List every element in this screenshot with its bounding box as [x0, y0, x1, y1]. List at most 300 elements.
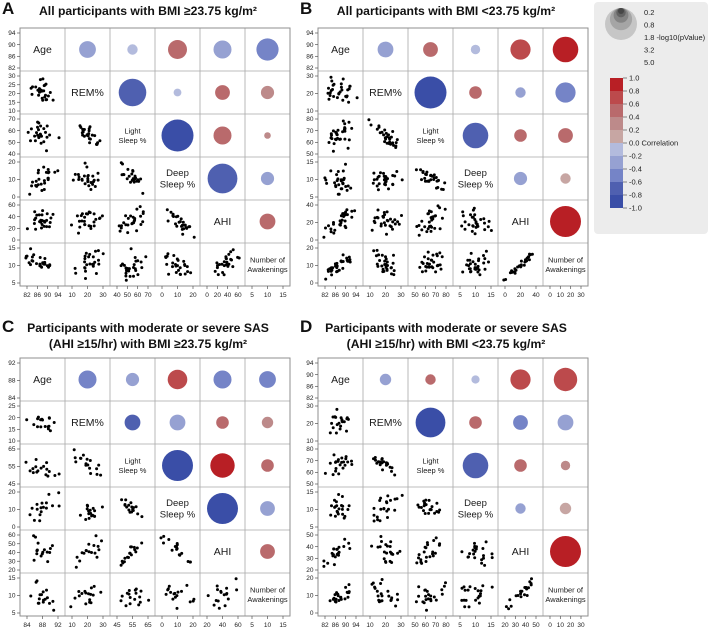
svg-text:10: 10	[68, 622, 76, 629]
size-legend-labels	[644, 8, 706, 67]
corr-bubble-D-REM%-vs-Light Sleep %	[416, 408, 446, 438]
svg-text:60: 60	[421, 292, 429, 299]
colorbar	[610, 78, 623, 208]
svg-text:10: 10	[8, 108, 16, 116]
corr-bubble-B-Light Sleep %-vs-Number of Awakenings	[558, 128, 573, 143]
panel-c-header	[0, 318, 296, 354]
svg-text:30: 30	[99, 292, 107, 299]
svg-text:REM%: REM%	[369, 417, 402, 430]
svg-text:3.2: 3.2	[644, 45, 655, 55]
panel-c-title-line1: Participants with moderate or severe SAS	[27, 321, 269, 335]
svg-text:60: 60	[306, 139, 314, 147]
panel-a-matrix	[0, 24, 296, 312]
corr-bubble-B-Age-vs-Light Sleep %	[423, 42, 438, 57]
svg-text:94: 94	[352, 292, 360, 299]
svg-text:20: 20	[381, 622, 390, 629]
svg-text:-0.6: -0.6	[629, 177, 642, 187]
corr-bubble-C-Light Sleep %-vs-Deep Sleep %	[162, 450, 193, 481]
svg-text:5: 5	[11, 280, 16, 288]
diag-label-C-5	[214, 546, 232, 558]
svg-text:15: 15	[279, 292, 287, 299]
panel-a	[0, 0, 296, 312]
svg-text:86: 86	[331, 292, 339, 299]
svg-text:0: 0	[11, 237, 16, 245]
svg-text:30: 30	[306, 73, 314, 81]
svg-text:30: 30	[397, 622, 405, 629]
svg-text:0.4: 0.4	[629, 112, 640, 122]
svg-text:50: 50	[306, 151, 314, 159]
legend	[594, 2, 708, 234]
svg-text:Awakenings: Awakenings	[545, 594, 586, 604]
svg-text:80: 80	[442, 292, 450, 299]
svg-text:82: 82	[8, 65, 16, 73]
corr-bubble-B-REM%-vs-Deep Sleep %	[469, 86, 482, 99]
svg-text:84: 84	[23, 622, 31, 629]
svg-text:0: 0	[548, 292, 552, 299]
svg-text:-0.2: -0.2	[629, 151, 642, 161]
svg-text:Sleep %: Sleep %	[416, 135, 445, 145]
svg-text:10: 10	[366, 292, 374, 299]
svg-text:86: 86	[331, 622, 339, 629]
corr-bubble-A-Age-vs-Number of Awakenings	[256, 38, 278, 60]
diag-label-B-5	[512, 216, 530, 228]
svg-text:40: 40	[522, 622, 530, 629]
svg-text:50: 50	[123, 292, 131, 299]
diag-label-D-6	[545, 585, 586, 604]
corr-bubble-B-REM%-vs-AHI	[515, 87, 525, 97]
svg-text:10: 10	[263, 292, 272, 299]
svg-text:20: 20	[213, 292, 221, 299]
svg-text:AHI: AHI	[511, 546, 530, 559]
corr-bubble-A-Deep Sleep %-vs-Number of Awakenings	[261, 172, 274, 185]
svg-text:60: 60	[8, 532, 16, 540]
panel-a-title: All participants with BMI ≥23.75 kg/m²	[39, 4, 257, 18]
corr-bubble-D-Light Sleep %-vs-Deep Sleep %	[463, 453, 489, 479]
corr-bubble-D-Age-vs-Light Sleep %	[425, 374, 435, 384]
svg-text:20: 20	[306, 575, 314, 583]
svg-text:Age: Age	[33, 44, 52, 57]
svg-text:65: 65	[8, 446, 16, 454]
svg-text:84: 84	[8, 395, 16, 403]
svg-text:50: 50	[306, 532, 314, 540]
svg-text:0: 0	[309, 610, 314, 618]
svg-text:Age: Age	[331, 44, 350, 57]
corr-bubble-C-AHI-vs-Number of Awakenings	[260, 544, 275, 559]
svg-text:Sleep %: Sleep %	[457, 509, 494, 521]
svg-text:15: 15	[306, 489, 314, 497]
svg-text:0: 0	[205, 292, 209, 299]
svg-text:0: 0	[503, 292, 507, 299]
legend-canvas	[594, 2, 708, 234]
corr-bubble-D-Light Sleep %-vs-Number of Awakenings	[561, 461, 570, 470]
svg-text:5: 5	[11, 610, 16, 618]
corr-bubble-B-Light Sleep %-vs-AHI	[514, 129, 527, 142]
panel-b	[298, 0, 594, 312]
y-ticks-D	[306, 360, 318, 617]
svg-text:20: 20	[381, 292, 390, 299]
corr-bubble-B-Age-vs-REM%	[378, 42, 394, 58]
diag-label-D-2	[369, 417, 402, 429]
panel-d-title-line2: (AHI ≥15/hr) with BMI <23.75 kg/m²	[346, 337, 546, 351]
svg-text:80: 80	[306, 446, 314, 454]
corr-bubble-B-Deep Sleep %-vs-AHI	[514, 172, 527, 185]
corr-bubble-D-Deep Sleep %-vs-Number of Awakenings	[560, 503, 571, 514]
svg-text:0: 0	[309, 237, 314, 245]
x-ticks-D	[321, 616, 585, 629]
svg-text:30: 30	[306, 555, 314, 563]
svg-text:90: 90	[306, 41, 314, 49]
svg-text:94: 94	[306, 30, 314, 38]
svg-text:20: 20	[501, 622, 509, 629]
svg-text:Deep: Deep	[464, 498, 487, 510]
svg-text:94: 94	[54, 292, 62, 299]
svg-text:30: 30	[577, 622, 585, 629]
svg-text:40: 40	[306, 202, 314, 210]
svg-text:5.0: 5.0	[644, 58, 655, 67]
corr-bubble-A-REM%-vs-Light Sleep %	[119, 79, 147, 107]
corr-bubble-A-Light Sleep %-vs-AHI	[214, 127, 232, 145]
svg-text:60: 60	[234, 622, 242, 629]
corr-bubble-A-Age-vs-REM%	[79, 41, 96, 58]
svg-text:REM%: REM%	[71, 417, 104, 430]
svg-text:15: 15	[306, 159, 314, 167]
svg-text:60: 60	[421, 622, 429, 629]
svg-text:Light: Light	[422, 456, 439, 466]
svg-text:20: 20	[306, 90, 314, 98]
svg-text:0: 0	[11, 524, 16, 532]
diag-label-A-2	[71, 87, 104, 99]
svg-text:88: 88	[38, 622, 47, 629]
corr-bubble-C-REM%-vs-Light Sleep %	[125, 415, 141, 431]
svg-text:20: 20	[8, 567, 16, 575]
svg-text:10: 10	[471, 622, 480, 629]
panel-c	[0, 318, 296, 636]
corr-bubble-C-REM%-vs-Deep Sleep %	[170, 415, 186, 431]
corr-bubble-C-Light Sleep %-vs-AHI	[210, 453, 234, 477]
svg-text:25: 25	[8, 81, 16, 89]
svg-text:Number of: Number of	[249, 585, 286, 595]
svg-text:5: 5	[458, 622, 462, 629]
svg-text:55: 55	[8, 463, 16, 471]
panel-b-matrix	[298, 24, 594, 312]
svg-text:90: 90	[342, 292, 350, 299]
svg-text:5: 5	[309, 194, 314, 202]
corr-bubble-A-Light Sleep %-vs-Deep Sleep %	[162, 120, 194, 152]
svg-text:20: 20	[516, 292, 525, 299]
svg-text:55: 55	[128, 622, 137, 629]
svg-text:20: 20	[189, 292, 197, 299]
corr-bubble-D-REM%-vs-Deep Sleep %	[469, 416, 482, 429]
corr-bubble-D-Light Sleep %-vs-AHI	[514, 459, 527, 472]
corr-bubble-B-REM%-vs-Number of Awakenings	[555, 82, 575, 102]
corr-bubble-A-Age-vs-AHI	[214, 41, 232, 59]
svg-text:AHI: AHI	[213, 546, 232, 559]
svg-text:70: 70	[144, 292, 152, 299]
corr-bubble-C-Age-vs-AHI	[214, 371, 232, 389]
svg-text:10: 10	[306, 506, 314, 514]
svg-text:20: 20	[306, 567, 314, 575]
corr-bubble-B-Deep Sleep %-vs-Number of Awakenings	[560, 173, 570, 183]
svg-text:5: 5	[309, 524, 314, 532]
svg-text:15: 15	[8, 245, 16, 253]
colorbar-ticks	[623, 74, 678, 213]
panel-d-title-line1: Participants with moderate or severe SAS	[325, 321, 567, 335]
svg-text:10: 10	[471, 292, 480, 299]
y-ticks-A	[8, 30, 20, 287]
corr-bubble-B-AHI-vs-Number of Awakenings	[550, 206, 581, 237]
svg-text:50: 50	[8, 139, 16, 147]
svg-text:Sleep %: Sleep %	[118, 465, 147, 475]
svg-text:REM%: REM%	[369, 87, 402, 100]
diag-label-C-2	[71, 417, 104, 429]
svg-text:86: 86	[33, 292, 41, 299]
svg-text:60: 60	[8, 202, 16, 210]
svg-text:10: 10	[8, 176, 16, 184]
svg-text:50: 50	[411, 622, 419, 629]
diag-label-C-1	[33, 374, 52, 386]
svg-text:40: 40	[113, 292, 121, 299]
corr-bubble-B-Age-vs-AHI	[510, 39, 530, 59]
svg-text:20: 20	[83, 622, 92, 629]
svg-text:20: 20	[8, 489, 16, 497]
svg-text:-0.4: -0.4	[629, 164, 642, 174]
svg-text:15: 15	[8, 575, 16, 583]
svg-text:-0.8: -0.8	[629, 190, 642, 200]
svg-text:82: 82	[306, 65, 314, 73]
panel-d	[298, 318, 594, 636]
svg-text:1.8 -log10(pValue): 1.8 -log10(pValue)	[644, 33, 706, 42]
svg-text:15: 15	[487, 292, 495, 299]
corr-bubble-A-AHI-vs-Number of Awakenings	[260, 214, 276, 230]
svg-text:REM%: REM%	[71, 87, 104, 100]
svg-text:86: 86	[306, 383, 314, 391]
svg-text:10: 10	[306, 108, 314, 116]
svg-text:5: 5	[458, 292, 462, 299]
panel-d-matrix	[298, 354, 594, 636]
x-ticks-B	[321, 286, 585, 299]
svg-text:1.0: 1.0	[629, 73, 640, 83]
svg-text:10: 10	[173, 292, 182, 299]
corr-bubble-A-Age-vs-Light Sleep %	[127, 44, 137, 54]
svg-text:Awakenings: Awakenings	[247, 264, 288, 274]
svg-text:45: 45	[113, 622, 121, 629]
corr-bubble-D-AHI-vs-Number of Awakenings	[550, 536, 581, 567]
svg-text:82: 82	[23, 292, 31, 299]
svg-text:10: 10	[8, 592, 16, 600]
panel-a-header	[0, 0, 296, 24]
svg-text:86: 86	[8, 53, 16, 61]
svg-text:Sleep %: Sleep %	[159, 509, 196, 521]
svg-text:0.8: 0.8	[629, 86, 640, 96]
corr-bubble-D-Deep Sleep %-vs-AHI	[515, 503, 525, 513]
svg-text:25: 25	[8, 403, 16, 411]
svg-text:70: 70	[306, 457, 314, 465]
svg-text:Age: Age	[33, 374, 52, 387]
svg-text:86: 86	[306, 53, 314, 61]
svg-text:30: 30	[511, 622, 519, 629]
svg-text:Age: Age	[331, 374, 350, 387]
svg-text:Deep: Deep	[464, 168, 487, 180]
svg-text:10: 10	[8, 506, 16, 514]
panel-a-letter: A	[2, 0, 15, 18]
svg-text:40: 40	[306, 543, 314, 551]
diag-label-D-1	[331, 374, 350, 386]
x-ticks-A	[23, 286, 287, 299]
svg-text:60: 60	[306, 469, 314, 477]
panel-b-letter: B	[300, 0, 313, 18]
svg-text:20: 20	[8, 225, 16, 233]
svg-text:0: 0	[11, 194, 16, 202]
svg-text:40: 40	[8, 213, 16, 221]
svg-text:10: 10	[556, 622, 564, 629]
svg-text:82: 82	[321, 622, 329, 629]
size-legend-bubbles	[605, 8, 637, 40]
svg-text:Sleep %: Sleep %	[159, 179, 196, 191]
svg-text:Deep: Deep	[166, 168, 189, 180]
panel-c-matrix	[0, 354, 296, 636]
svg-text:-1.0: -1.0	[629, 203, 642, 213]
svg-text:10: 10	[306, 176, 314, 184]
svg-text:20: 20	[8, 159, 16, 167]
svg-text:90: 90	[44, 292, 52, 299]
svg-text:10: 10	[263, 622, 272, 629]
svg-text:82: 82	[306, 395, 314, 403]
corr-bubble-C-Age-vs-Deep Sleep %	[168, 370, 188, 390]
diag-label-A-1	[33, 44, 52, 56]
svg-text:15: 15	[279, 622, 287, 629]
corr-bubble-D-Age-vs-AHI	[510, 369, 530, 389]
svg-text:65: 65	[144, 622, 152, 629]
svg-text:Deep: Deep	[166, 498, 189, 510]
svg-text:10: 10	[306, 262, 314, 270]
svg-text:50: 50	[306, 481, 314, 489]
svg-text:10: 10	[8, 438, 16, 446]
svg-text:20: 20	[567, 622, 575, 629]
svg-text:0: 0	[309, 280, 314, 288]
svg-text:30: 30	[99, 622, 107, 629]
svg-text:70: 70	[432, 622, 440, 629]
svg-text:10: 10	[556, 292, 564, 299]
svg-text:20: 20	[567, 292, 575, 299]
svg-text:30: 30	[306, 403, 314, 411]
svg-text:Awakenings: Awakenings	[545, 264, 586, 274]
svg-text:Awakenings: Awakenings	[247, 594, 288, 604]
y-ticks-C	[8, 360, 20, 617]
svg-text:Sleep %: Sleep %	[118, 135, 147, 145]
svg-text:0: 0	[160, 622, 164, 629]
corr-bubble-C-Deep Sleep %-vs-Number of Awakenings	[260, 501, 275, 516]
svg-text:60: 60	[134, 292, 142, 299]
svg-text:Number of: Number of	[249, 255, 286, 265]
svg-text:10: 10	[173, 622, 182, 629]
svg-text:0: 0	[160, 292, 164, 299]
svg-text:94: 94	[8, 30, 16, 38]
svg-text:20: 20	[306, 245, 314, 253]
panel-d-letter: D	[300, 317, 313, 336]
corr-bubble-B-Age-vs-Deep Sleep %	[471, 45, 480, 54]
diag-label-D-5	[512, 546, 530, 558]
svg-text:5: 5	[250, 622, 254, 629]
corr-bubble-C-REM%-vs-AHI	[216, 416, 229, 429]
svg-text:20: 20	[306, 219, 314, 227]
svg-text:40: 40	[8, 549, 16, 557]
svg-text:45: 45	[8, 481, 16, 489]
svg-text:10: 10	[306, 592, 314, 600]
corr-bubble-C-Age-vs-Number of Awakenings	[259, 371, 276, 388]
panel-c-letter: C	[2, 317, 15, 336]
svg-text:Light: Light	[124, 126, 141, 136]
corr-bubble-D-Age-vs-Deep Sleep %	[471, 375, 479, 383]
svg-text:0.8: 0.8	[644, 20, 655, 30]
svg-text:90: 90	[8, 41, 16, 49]
svg-text:Light: Light	[124, 456, 141, 466]
corr-bubble-B-REM%-vs-Light Sleep %	[415, 77, 447, 109]
svg-text:20: 20	[189, 622, 197, 629]
svg-text:20: 20	[8, 90, 16, 98]
svg-text:70: 70	[8, 116, 16, 124]
panel-b-title: All participants with BMI <23.75 kg/m²	[336, 4, 556, 18]
svg-text:90: 90	[306, 371, 314, 379]
corr-bubble-B-Age-vs-Number of Awakenings	[553, 37, 579, 63]
diag-label-A-5	[214, 216, 232, 228]
svg-text:40: 40	[224, 292, 232, 299]
svg-text:15: 15	[8, 426, 16, 434]
diag-label-B-2	[369, 87, 402, 99]
svg-text:82: 82	[321, 292, 329, 299]
svg-text:10: 10	[8, 262, 16, 270]
svg-text:90: 90	[342, 622, 350, 629]
svg-text:70: 70	[306, 127, 314, 135]
corr-bubble-A-Light Sleep %-vs-Number of Awakenings	[264, 132, 271, 139]
corr-bubble-C-Light Sleep %-vs-Number of Awakenings	[261, 459, 274, 472]
svg-text:94: 94	[352, 622, 360, 629]
svg-text:Sleep %: Sleep %	[457, 179, 494, 191]
svg-text:92: 92	[54, 622, 62, 629]
svg-text:10: 10	[366, 622, 374, 629]
svg-text:AHI: AHI	[213, 216, 232, 229]
svg-text:88: 88	[8, 377, 16, 385]
svg-text:20: 20	[8, 414, 16, 422]
panel-b-header	[298, 0, 594, 24]
svg-text:AHI: AHI	[511, 216, 530, 229]
svg-text:50: 50	[532, 622, 540, 629]
svg-text:60: 60	[234, 292, 242, 299]
svg-text:40: 40	[8, 151, 16, 159]
y-ticks-B	[306, 30, 318, 287]
svg-text:Sleep %: Sleep %	[416, 465, 445, 475]
svg-text:60: 60	[8, 127, 16, 135]
svg-text:30: 30	[8, 73, 16, 81]
svg-text:50: 50	[8, 540, 16, 548]
svg-text:80: 80	[306, 116, 314, 124]
corr-bubble-D-REM%-vs-Number of Awakenings	[558, 415, 574, 431]
corr-bubble-C-Age-vs-Light Sleep %	[126, 373, 139, 386]
svg-text:Number of: Number of	[547, 255, 584, 265]
svg-text:10: 10	[306, 438, 314, 446]
svg-text:15: 15	[8, 99, 16, 107]
svg-text:80: 80	[442, 622, 450, 629]
svg-text:30: 30	[397, 292, 405, 299]
svg-text:40: 40	[532, 292, 540, 299]
corr-bubble-A-Deep Sleep %-vs-AHI	[208, 164, 238, 194]
corr-bubble-D-Age-vs-Number of Awakenings	[554, 368, 577, 391]
svg-text:0.2: 0.2	[644, 8, 655, 17]
diag-label-B-1	[331, 44, 350, 56]
corr-bubble-C-Age-vs-REM%	[79, 371, 97, 389]
svg-text:50: 50	[411, 292, 419, 299]
x-ticks-C	[23, 616, 287, 629]
svg-text:0.0 Correlation: 0.0 Correlation	[629, 138, 679, 148]
